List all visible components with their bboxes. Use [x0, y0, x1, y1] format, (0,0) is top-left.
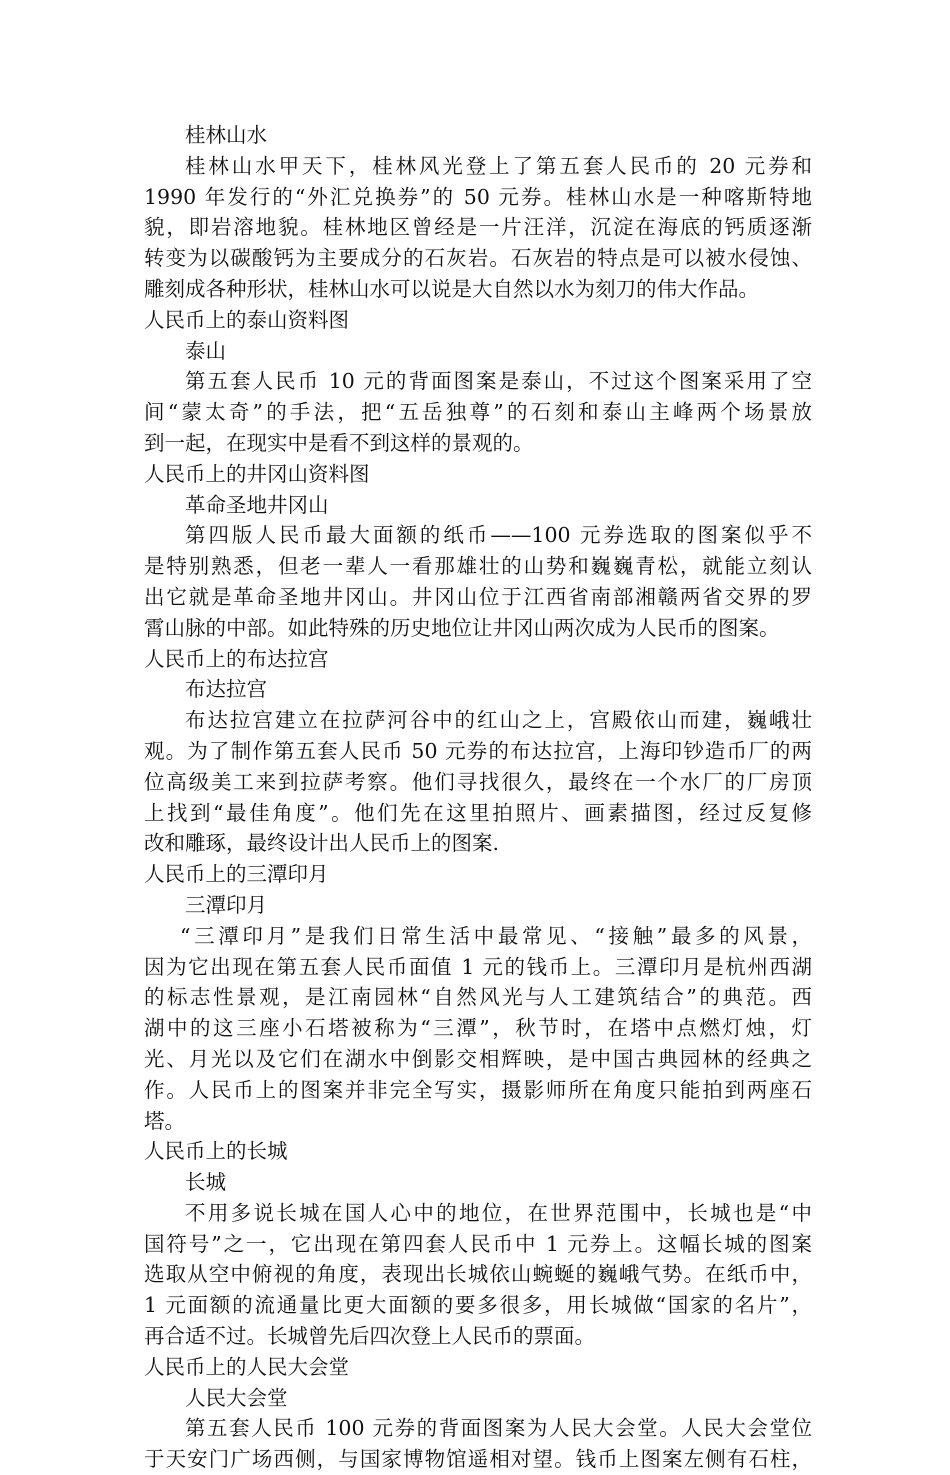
caption-changcheng: 人民币上的长城	[144, 1139, 288, 1164]
paragraph-line: 雕刻成各种形状，桂林山水可以说是大自然以水为刻刀的伟大作品。	[144, 276, 759, 301]
paragraph-line: 改和雕琢，最终设计出人民币上的图案.	[144, 831, 500, 856]
paragraph-line: 作。人民币上的图案并非完全写实，摄影师所在角度只能拍到两座石	[144, 1077, 812, 1102]
paragraph-line: 塔。	[144, 1108, 185, 1133]
paragraph-line: 霄山脉的中部。如此特殊的历史地位让井冈山两次成为人民币的图案。	[144, 615, 780, 640]
caption-taishan: 人民币上的泰山资料图	[144, 307, 349, 332]
paragraph-line: 貌，即岩溶地貌。桂林地区曾经是一片汪洋，沉淀在海底的钙质逐渐	[144, 215, 812, 240]
paragraph-line: 因为它出现在第五套人民币面值 1 元的钱币上。三潭印月是杭州西湖	[144, 954, 812, 979]
caption-renmindahuitang: 人民币上的人民大会堂	[144, 1354, 349, 1379]
section-title-renmindahuitang: 人民大会堂	[185, 1385, 288, 1410]
paragraph-line: 光、月光以及它们在湖水中倒影交相辉映，是中国古典园林的经典之	[144, 1046, 812, 1071]
caption-jinggangshan: 人民币上的井冈山资料图	[144, 461, 370, 486]
paragraph-line: 国符号”之一，它出现在第四套人民币中 1 元券上。这幅长城的图案	[144, 1231, 812, 1256]
section-title-taishan: 泰山	[185, 338, 226, 363]
section-title-potala: 布达拉宫	[185, 677, 267, 702]
paragraph-line: 布达拉宫建立在拉萨河谷中的红山之上，宫殿依山而建，巍峨壮	[185, 708, 812, 733]
paragraph-line: 第四版人民币最大面额的纸币——100 元券选取的图案似乎不	[185, 523, 812, 548]
paragraph-line: 湖中的这三座小石塔被称为“三潭”，秋节时，在塔中点燃灯烛，灯	[144, 1016, 812, 1041]
paragraph-line: 观。为了制作第五套人民币 50 元券的布达拉宫，上海印钞造币厂的两	[144, 738, 812, 763]
section-title-guilin: 桂林山水	[185, 123, 267, 147]
paragraph-line: 上找到“最佳角度”。他们先在这里拍照片、画素描图，经过反复修	[144, 800, 812, 825]
paragraph-line: 到一起，在现实中是看不到这样的景观的。	[144, 430, 534, 455]
paragraph-line: 间“蒙太奇”的手法，把“五岳独尊”的石刻和泰山主峰两个场景放	[144, 400, 812, 425]
paragraph-line: 不用多说长城在国人心中的地位，在世界范围中，长城也是“中	[185, 1200, 812, 1225]
paragraph-line: 桂林山水甲天下，桂林风光登上了第五套人民币的 20 元券和	[185, 153, 812, 178]
section-title-santan: 三潭印月	[185, 892, 267, 917]
paragraph-line: 是特别熟悉，但老一辈人一看那雄壮的山势和巍巍青松，就能立刻认	[144, 554, 812, 579]
section-title-jinggangshan: 革命圣地井冈山	[185, 492, 329, 517]
caption-santan: 人民币上的三潭印月	[144, 862, 329, 887]
paragraph-line: 第五套人民币 10 元的背面图案是泰山，不过这个图案采用了空	[185, 369, 812, 394]
paragraph-line: 选取从空中俯视的角度，表现出长城依山蜿蜒的巍峨气势。在纸币中，	[144, 1262, 812, 1287]
paragraph-line: 1 元面额的流通量比更大面额的要多很多，用长城做“国家的名片”，	[144, 1293, 812, 1318]
paragraph-line: 1990 年发行的“外汇兑换券”的 50 元券。桂林山水是一种喀斯特地	[144, 184, 812, 209]
paragraph-line: 的标志性景观，是江南园林“自然风光与人工建筑结合”的典范。西	[144, 985, 812, 1010]
paragraph-line: 出它就是革命圣地井冈山。井冈山位于江西省南部湘赣两省交界的罗	[144, 584, 812, 609]
paragraph-line: 于天安门广场西侧，与国家博物馆遥相对望。钱币上图案左侧有石柱，	[144, 1447, 812, 1472]
paragraph-line: 转变为以碳酸钙为主要成分的石灰岩。石灰岩的特点是可以被水侵蚀、	[144, 246, 812, 271]
caption-potala: 人民币上的布达拉宫	[144, 646, 329, 671]
document-body	[144, 120, 812, 1475]
section-title-changcheng: 长城	[185, 1170, 226, 1195]
paragraph-line: “三潭印月”是我们日常生活中最常见、“接触”最多的风景，	[180, 923, 812, 948]
paragraph-line: 位高级美工来到拉萨考察。他们寻找很久，最终在一个水厂的厂房顶	[144, 769, 812, 794]
paragraph-line: 再合适不过。长城曾先后四次登上人民币的票面。	[144, 1324, 595, 1349]
paragraph-line: 第五套人民币 100 元券的背面图案为人民大会堂。人民大会堂位	[185, 1416, 812, 1441]
